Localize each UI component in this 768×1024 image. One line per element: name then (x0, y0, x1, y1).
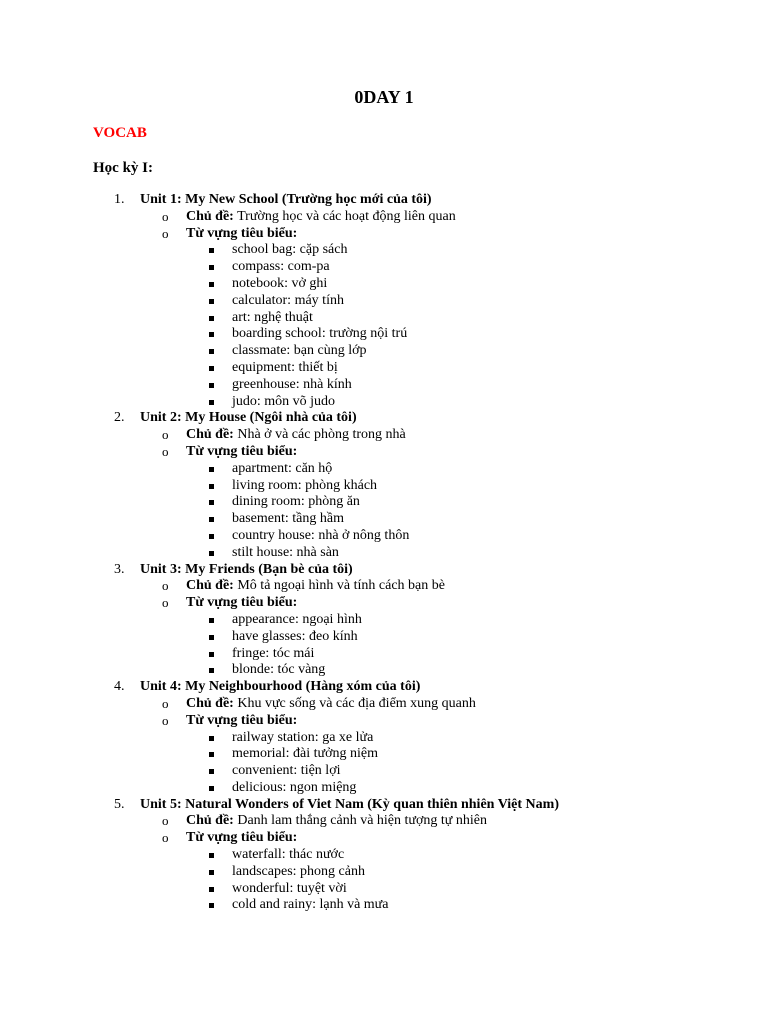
square-bullet-icon (209, 366, 214, 371)
vocab-item (0, 864, 768, 881)
sub-bullet-marker: o (162, 595, 169, 611)
vocab-label-row (0, 830, 768, 847)
term-heading: Học kỳ I: (93, 160, 153, 176)
vocab-item (0, 612, 768, 629)
sub-bullet-marker: o (162, 208, 169, 224)
square-bullet-icon (209, 652, 214, 657)
square-bullet-icon (209, 752, 214, 757)
vocab-item (0, 377, 768, 394)
unit-number: 5. (114, 796, 125, 812)
vocab-word: railway station: ga xe lửa (232, 729, 374, 745)
square-bullet-icon (209, 786, 214, 791)
unit-heading-row (0, 410, 768, 427)
square-bullet-icon (209, 853, 214, 858)
vocab-label: Từ vựng tiêu biểu: (186, 830, 298, 846)
vocab-item (0, 511, 768, 528)
vocab-word: convenient: tiện lợi (232, 763, 341, 779)
vocab-word: waterfall: thác nước (232, 847, 345, 863)
vocab-label: Từ vựng tiêu biểu: (186, 595, 298, 611)
square-bullet-icon (209, 668, 214, 673)
sub-bullet-marker: o (162, 830, 169, 846)
vocab-item (0, 242, 768, 259)
square-bullet-icon (209, 349, 214, 354)
square-bullet-icon (209, 383, 214, 388)
vocab-item (0, 897, 768, 914)
vocab-label-text (186, 830, 297, 847)
vocab-word: fringe: tóc mái (232, 645, 315, 661)
vocab-item (0, 343, 768, 360)
vocab-word: cold and rainy: lạnh và mưa (232, 897, 389, 913)
vocab-word: notebook: vở ghi (232, 275, 328, 291)
vocab-label-text (186, 595, 297, 612)
vocab-item (0, 293, 768, 310)
unit-list (0, 192, 768, 914)
topic-text (186, 209, 456, 226)
vocab-word: school bag: cặp sách (232, 242, 348, 258)
unit-heading-row (0, 797, 768, 814)
vocab-label-text (186, 713, 297, 730)
vocab-item (0, 394, 768, 411)
vocab-word: stilt house: nhà sàn (232, 544, 339, 560)
vocab-word: wonderful: tuyệt vời (232, 880, 347, 896)
square-bullet-icon (209, 400, 214, 405)
vocab-item (0, 847, 768, 864)
unit-heading-row (0, 562, 768, 579)
vocab-item (0, 478, 768, 495)
vocab-word: calculator: máy tính (232, 292, 344, 308)
square-bullet-icon (209, 534, 214, 539)
vocab-item (0, 461, 768, 478)
square-bullet-icon (209, 870, 214, 875)
vocab-label-row (0, 595, 768, 612)
unit-number: 2. (114, 410, 125, 426)
unit-number: 4. (114, 679, 125, 695)
vocab-label-text (186, 444, 297, 461)
vocab-item (0, 763, 768, 780)
vocab-word: appearance: ngoại hình (232, 611, 362, 627)
vocab-item (0, 646, 768, 663)
unit-title: Unit 4: My Neighbourhood (Hàng xóm của tôi) (140, 679, 421, 695)
vocab-word: dining room: phòng ăn (232, 494, 360, 510)
vocab-item (0, 746, 768, 763)
topic-row (0, 813, 768, 830)
sub-bullet-marker: o (162, 695, 169, 711)
unit-title: Unit 3: My Friends (Bạn bè của tôi) (140, 561, 353, 577)
vocab-word: blonde: tóc vàng (232, 662, 326, 678)
topic-description: Nhà ở và các phòng trong nhà (233, 427, 406, 443)
topic-label: Chủ đề: (186, 427, 234, 443)
vocab-label-row (0, 713, 768, 730)
sub-bullet-marker: o (162, 712, 169, 728)
topic-label: Chủ đề: (186, 813, 234, 829)
vocab-item (0, 360, 768, 377)
square-bullet-icon (209, 887, 214, 892)
vocab-word: judo: môn võ judo (232, 393, 336, 409)
vocab-word: classmate: bạn cùng lớp (232, 343, 367, 359)
vocab-item (0, 780, 768, 797)
square-bullet-icon (209, 551, 214, 556)
sub-bullet-marker: o (162, 813, 169, 829)
vocab-word: basement: tầng hầm (232, 511, 344, 527)
square-bullet-icon (209, 332, 214, 337)
vocab-label-row (0, 226, 768, 243)
square-bullet-icon (209, 517, 214, 522)
vocab-item (0, 326, 768, 343)
sub-bullet-marker: o (162, 427, 169, 443)
vocab-word: have glasses: đeo kính (232, 628, 358, 644)
vocab-word: memorial: đài tưởng niệm (232, 746, 379, 762)
vocab-item (0, 730, 768, 747)
vocab-item (0, 528, 768, 545)
vocab-label-row (0, 444, 768, 461)
unit-title: Unit 5: Natural Wonders of Viet Nam (Kỳ quan thiên nhiên Việt Nam) (140, 796, 559, 812)
topic-text (186, 427, 406, 444)
sub-bullet-marker: o (162, 225, 169, 241)
square-bullet-icon (209, 736, 214, 741)
topic-description: Trường học và các hoạt động liên quan (233, 208, 456, 224)
topic-label: Chủ đề: (186, 695, 234, 711)
topic-row (0, 427, 768, 444)
vocab-item (0, 545, 768, 562)
sub-bullet-marker: o (162, 443, 169, 459)
vocab-item (0, 881, 768, 898)
sub-bullet-marker: o (162, 578, 169, 594)
square-bullet-icon (209, 484, 214, 489)
square-bullet-icon (209, 618, 214, 623)
vocab-item (0, 629, 768, 646)
square-bullet-icon (209, 635, 214, 640)
topic-row (0, 696, 768, 713)
vocab-word: compass: com-pa (232, 259, 330, 275)
unit-title: Unit 2: My House (Ngôi nhà của tôi) (140, 410, 357, 426)
topic-text (186, 696, 476, 713)
topic-row (0, 578, 768, 595)
vocab-label: Từ vựng tiêu biểu: (186, 443, 298, 459)
unit-number: 1. (114, 192, 125, 207)
unit-heading-row (0, 679, 768, 696)
vocab-item (0, 662, 768, 679)
square-bullet-icon (209, 769, 214, 774)
topic-row (0, 209, 768, 226)
vocab-item (0, 310, 768, 327)
vocab-word: boarding school: trường nội trú (232, 326, 408, 342)
unit-number: 3. (114, 561, 125, 577)
topic-description: Mô tả ngoại hình và tính cách bạn bè (233, 578, 445, 594)
vocab-word: landscapes: phong cảnh (232, 863, 365, 879)
vocab-word: equipment: thiết bị (232, 359, 338, 375)
square-bullet-icon (209, 316, 214, 321)
vocab-heading: VOCAB (93, 125, 147, 141)
vocab-item (0, 494, 768, 511)
topic-description: Khu vực sống và các địa điểm xung quanh (233, 695, 476, 711)
vocab-word: greenhouse: nhà kính (232, 376, 352, 392)
square-bullet-icon (209, 265, 214, 270)
topic-label: Chủ đề: (186, 208, 234, 224)
unit-title: Unit 1: My New School (Trường học mới của tôi) (140, 192, 432, 207)
vocab-label: Từ vựng tiêu biểu: (186, 225, 298, 241)
topic-label: Chủ đề: (186, 578, 234, 594)
square-bullet-icon (209, 467, 214, 472)
topic-text (186, 813, 487, 830)
unit-heading-row (0, 192, 768, 209)
vocab-word: delicious: ngon miệng (232, 779, 357, 795)
square-bullet-icon (209, 282, 214, 287)
vocab-word: art: nghệ thuật (232, 309, 313, 325)
vocab-label-text (186, 226, 297, 243)
square-bullet-icon (209, 299, 214, 304)
topic-description: Danh lam thắng cảnh và hiện tượng tự nhiên (233, 813, 487, 829)
document-title: 0DAY 1 (354, 87, 414, 107)
vocab-word: apartment: căn hộ (232, 460, 333, 476)
vocab-item (0, 276, 768, 293)
square-bullet-icon (209, 500, 214, 505)
vocab-word: living room: phòng khách (232, 477, 378, 493)
vocab-label: Từ vựng tiêu biểu: (186, 712, 298, 728)
topic-text (186, 578, 445, 595)
square-bullet-icon (209, 903, 214, 908)
vocab-word: country house: nhà ở nông thôn (232, 527, 410, 543)
square-bullet-icon (209, 248, 214, 253)
vocab-item (0, 259, 768, 276)
